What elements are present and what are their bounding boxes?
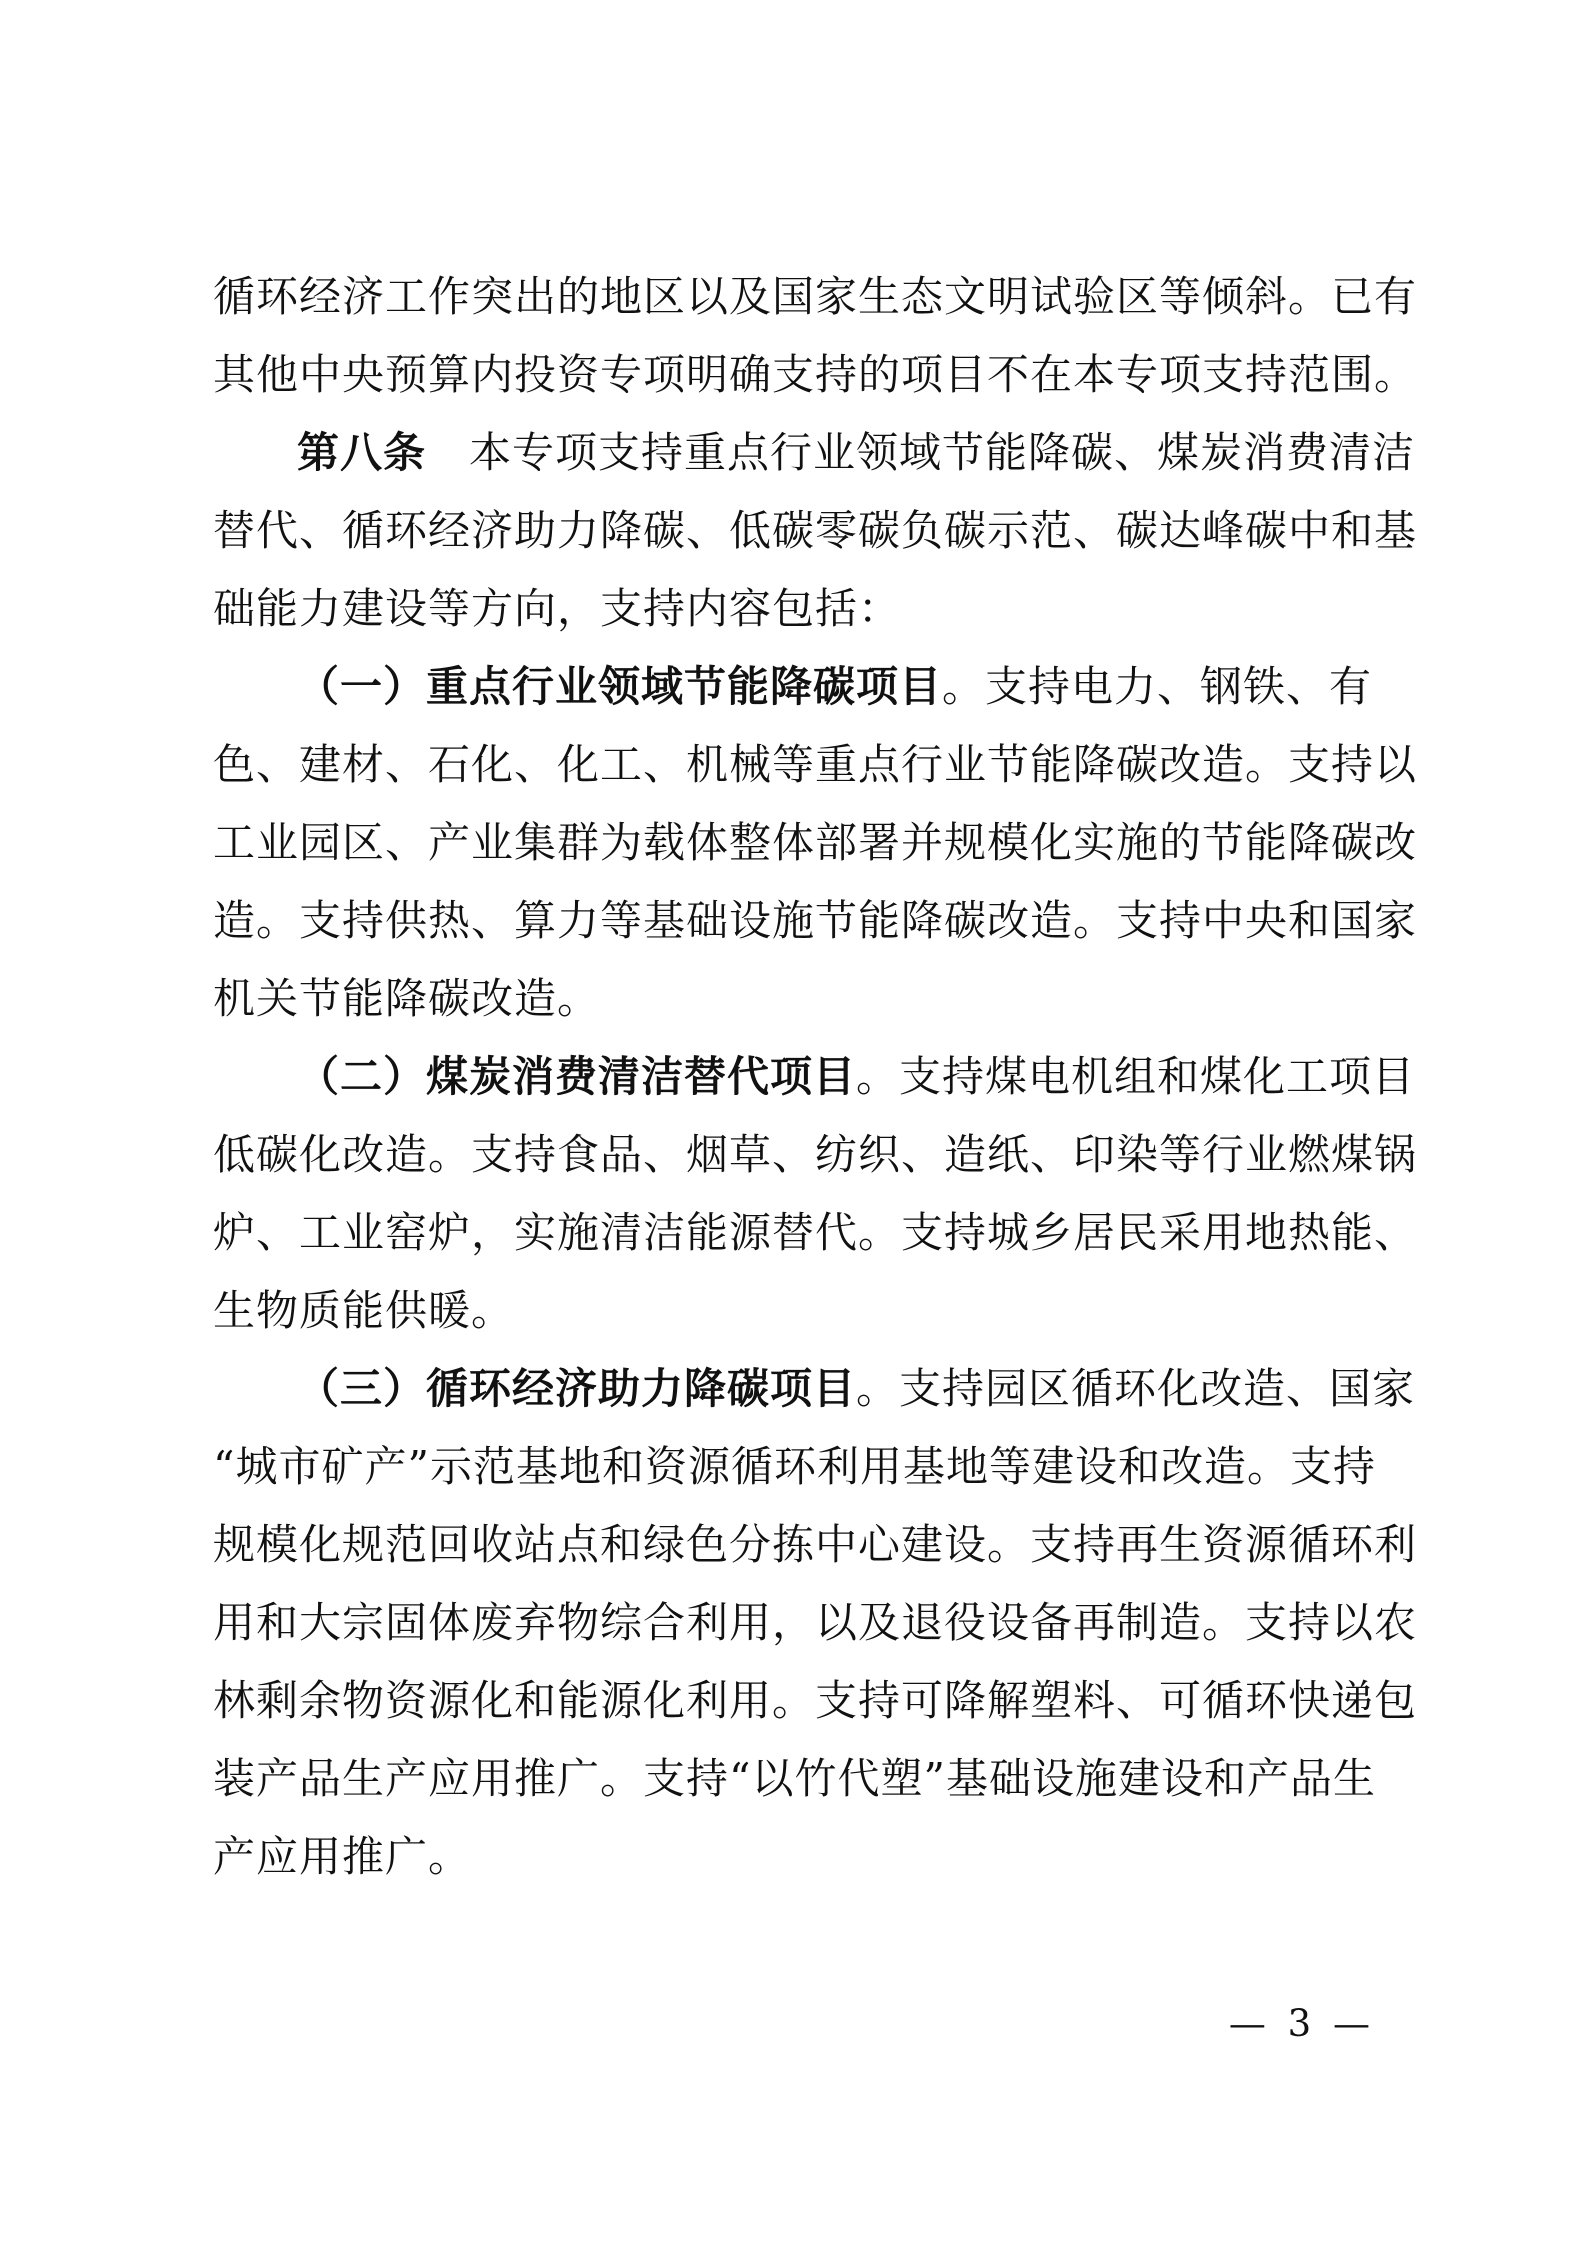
text-run: 炉、工业窑炉，实施清洁能源替代。支持城乡居民采用地热能、 (213, 1208, 1418, 1257)
text-line (213, 804, 1428, 882)
text-line (213, 336, 1428, 414)
text-run: 造。支持供热、算力等基础设施节能降碳改造。支持中央和国家 (213, 896, 1418, 945)
text-line (213, 882, 1428, 960)
text-line (213, 1194, 1428, 1272)
document-body (213, 258, 1428, 1896)
text-run: 规模化规范回收站点和绿色分拣中心建设。支持再生资源循环利 (213, 1520, 1418, 1569)
text-line (213, 1662, 1428, 1740)
page-number: — 3 — (1228, 2002, 1375, 2045)
text-run: 色、建材、石化、化工、机械等重点行业节能降碳改造。支持以 (213, 740, 1418, 789)
text-run: 装产品生产应用推广。支持“以竹代塑”基础设施建设和产品生 (213, 1754, 1376, 1803)
text-run: 本专项支持重点行业领域节能降碳、煤炭消费清洁 (426, 428, 1416, 477)
text-run: 。支持煤电机组和煤化工项目 (856, 1052, 1416, 1101)
text-line (213, 1272, 1428, 1350)
text-line (213, 570, 1428, 648)
text-run: 循环经济工作突出的地区以及国家生态文明试验区等倾斜。已有 (213, 272, 1418, 321)
text-run: 。支持园区循环化改造、国家 (856, 1364, 1416, 1413)
text-line (213, 960, 1428, 1038)
text-line (213, 492, 1428, 570)
text-line (213, 414, 1428, 492)
text-line (213, 726, 1428, 804)
text-line (213, 258, 1428, 336)
bold-heading-run: （三）循环经济助力降碳项目 (297, 1364, 857, 1413)
text-line (213, 1116, 1428, 1194)
text-run: “城市矿产”示范基地和资源循环利用基地等建设和改造。支持 (213, 1442, 1376, 1491)
text-line (213, 1038, 1428, 1116)
text-line (213, 1506, 1428, 1584)
bold-heading-run: （二）煤炭消费清洁替代项目 (297, 1052, 857, 1101)
text-run: 产应用推广。 (213, 1832, 472, 1881)
text-line (213, 648, 1428, 726)
text-run: 生物质能供暖。 (213, 1286, 515, 1335)
text-run: 用和大宗固体废弃物综合利用，以及退役设备再制造。支持以农 (213, 1598, 1418, 1647)
text-line (213, 1428, 1428, 1506)
text-run: 础能力建设等方向，支持内容包括： (213, 584, 902, 633)
text-run: 其他中央预算内投资专项明确支持的项目不在本专项支持范围。 (213, 350, 1418, 399)
text-line (213, 1350, 1428, 1428)
text-run: 机关节能降碳改造。 (213, 974, 601, 1023)
text-run: 工业园区、产业集群为载体整体部署并规模化实施的节能降碳改 (213, 818, 1418, 867)
text-run: 林剩余物资源化和能源化利用。支持可降解塑料、可循环快递包 (213, 1676, 1418, 1725)
text-run: 替代、循环经济助力降碳、低碳零碳负碳示范、碳达峰碳中和基 (213, 506, 1418, 555)
bold-heading-run: （一）重点行业领域节能降碳项目 (297, 662, 943, 711)
text-line (213, 1584, 1428, 1662)
text-run: 低碳化改造。支持食品、烟草、纺织、造纸、印染等行业燃煤锅 (213, 1130, 1418, 1179)
text-line (213, 1740, 1428, 1818)
bold-heading-run: 第八条 (297, 428, 427, 477)
text-line (213, 1818, 1428, 1896)
text-run: 。支持电力、钢铁、有 (942, 662, 1373, 711)
